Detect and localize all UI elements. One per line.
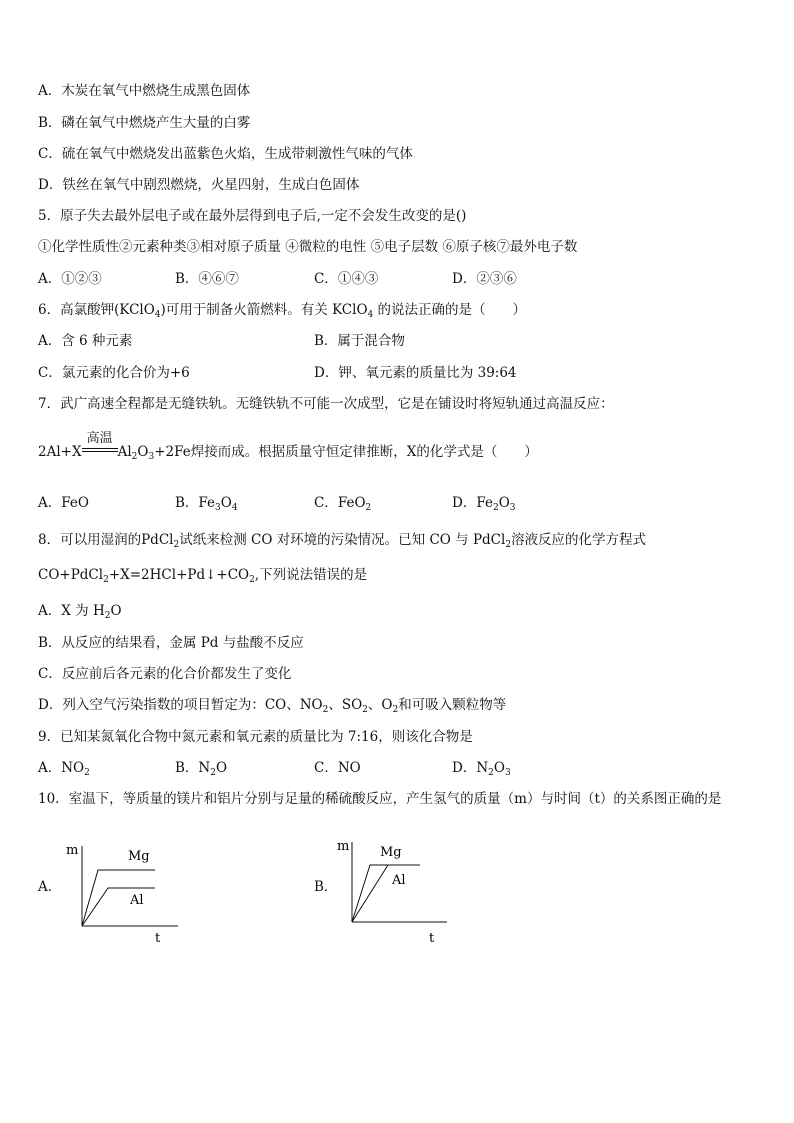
mg-label: Mg [380,845,402,860]
q9-option-c: C．NO [314,760,361,776]
q8-option-b: B．从反应的结果看，金属 Pd 与盐酸不反应 [38,635,304,651]
q7-stem: 7．武广高速全程都是无缝铁轨。无缝铁轨不可能一次成型，它是在铺设时将短轨通过高温反应： [38,396,614,412]
q6-option-b: B．属于混合物 [314,333,405,349]
mg-label: Mg [128,849,150,864]
q5-stem: 5．原子失去最外层电子或在最外层得到电子后,一定不会发生改变的是() [38,208,467,224]
q8-equation: $CO+PdCl_2+X=2HCl+Pd↓+CO_2$,下列说法错误的是 [38,567,368,585]
q10-option-a-label: A． [38,879,62,895]
q10-graph-a [60,838,180,948]
q9-option-d: D．$N_2O_3$ [452,760,511,778]
y-axis-label: m [66,843,79,858]
q6-option-c: C．氯元素的化合价为+6 [38,365,190,381]
q4-option-b: B．磷在氧气中燃烧产生大量的白雾 [38,115,251,131]
al-line [352,865,388,922]
mg-line [82,870,155,926]
q9-stem: 9．已知某氮氧化合物中氮元素和氧元素的质量比为 7:16，则该化合物是 [38,729,473,745]
reaction-arrow: 高温 [82,442,118,456]
q9-option-b: B．$N_2O$ [175,760,228,778]
q7-option-b: B．$Fe_3O_4$ [175,495,238,513]
q4-option-c: C．硫在氧气中燃烧发出蓝紫色火焰，生成带刺激性气味的气体 [38,146,413,162]
q6-option-a: A．含 6 种元素 [38,333,133,349]
q8-option-d: D．列入空气污染指数的项目暂定为：CO、$NO_2$、$SO_2$、$O_2$和可吸入颗粒物等 [38,697,507,715]
q5-option-c: C．①④③ [314,271,379,287]
x-axis-label: t [155,931,161,946]
al-label: Al [130,893,144,908]
q4-option-d: D．铁丝在氧气中剧烈燃烧，火星四射，生成白色固体 [38,177,360,193]
q10-stem: 10．室温下，等质量的镁片和铝片分别与足量的稀硫酸反应，产生氢气的质量（m）与时间（t）的关系图正确的是 [38,791,722,807]
q10-option-b-label: B． [314,879,338,895]
al-line [82,888,155,926]
q6-option-d: D．钾、氧元素的质量比为 39:64 [314,365,517,381]
q8-option-c: C．反应前后各元素的化合价都发生了变化 [38,666,292,682]
q8-option-a: A．X 为 $H_2O$ [38,603,122,621]
q7-equation: 2Al+X 高温 $Al_2O_3+2Fe$焊接而成。根据质量守恒定律推断，X的化学式是（ ） [38,431,538,462]
q7-option-c: C．FeO$_2$ [314,495,372,513]
q5-items: ①化学性质性②元素种类③相对原子质量 ④微粒的电性 ⑤电子层数 ⑥原子核⑦最外电子数 [38,239,578,255]
x-axis-label: t [429,931,435,946]
q9-option-a: A．$NO_2$ [38,760,90,778]
q4-option-a: A．木炭在氧气中燃烧生成黑色固体 [38,83,251,99]
q10-graph-b [332,832,452,947]
mg-line [352,865,420,922]
q5-option-a: A．①②③ [38,271,102,287]
al-label: Al [392,873,406,888]
y-axis-label: m [337,839,350,854]
q7-option-a: A．FeO [38,495,89,511]
q5-option-b: B．④⑥⑦ [175,271,239,287]
q8-stem: 8．可以用湿润的PdCl$_2$试纸来检测 CO 对环境的污染情况。已知 CO 与 PdCl$_2$溶液反应的化学方程式 [38,532,647,550]
q7-option-d: D．$Fe_2O_3$ [452,495,516,513]
q5-option-d: D．②③⑥ [452,271,517,287]
q6-stem: 6．高氯酸钾(KClO$_4$)可用于制备火箭燃料。有关 KClO$_4$ 的说法正确的是（ ） [38,302,527,320]
